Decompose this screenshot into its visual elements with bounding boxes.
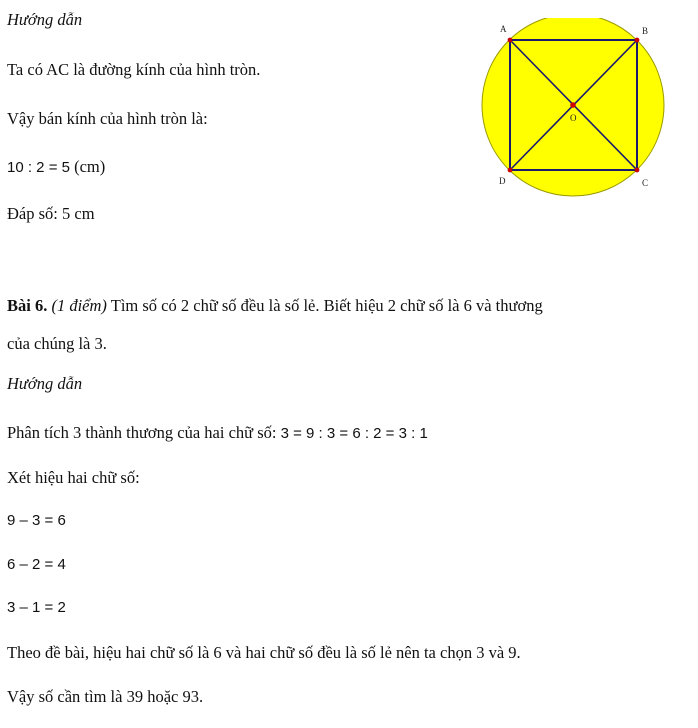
problem-6-line-1 [7, 296, 543, 316]
problem-text-1: Tìm số có 2 chữ số đều là số lẻ. Biết hiệu 2 chữ số là 6 và thương [106, 296, 543, 315]
point-a [508, 38, 513, 43]
point-c [635, 168, 640, 173]
analysis-line [7, 423, 428, 444]
point-d [508, 168, 513, 173]
paragraph-diameter: Ta có AC là đường kính của hình tròn. [7, 60, 261, 79]
radius-calc-unit: (cm) [69, 157, 106, 176]
problem-6-line-2: của chúng là 3. [7, 334, 107, 353]
radius-calculation [7, 157, 105, 178]
answer-value: 5 cm [62, 204, 95, 223]
label-o: O [570, 113, 577, 123]
circle-square-figure [478, 18, 678, 204]
analysis-math: 3 = 9 : 3 = 6 : 2 = 3 : 1 [280, 425, 428, 442]
difference-row: 6 – 2 = 4 [7, 556, 66, 573]
label-c: C [642, 178, 649, 188]
label-d: D [499, 176, 506, 186]
label-a: A [500, 24, 507, 34]
hint-heading-2: Hướng dẫn [7, 374, 83, 393]
point-o [570, 102, 576, 108]
paragraph-radius: Vậy bán kính của hình tròn là: [7, 109, 208, 128]
point-b [635, 38, 640, 43]
conclusion-line-1: Theo đề bài, hiệu hai chữ số là 6 và hai chữ số đều là số lẻ nên ta chọn 3 và 9. [7, 643, 521, 662]
analysis-text: Phân tích 3 thành thương của hai chữ số: [7, 423, 281, 442]
problem-points: (1 điểm) [51, 296, 107, 315]
label-b: B [642, 26, 649, 36]
hint-heading-1: Hướng dẫn [7, 10, 83, 29]
radius-calc-expression: 10 : 2 = 5 [7, 159, 70, 176]
conclusion-line-2: Vậy số cần tìm là 39 hoặc 93. [7, 687, 204, 706]
difference-row: 3 – 1 = 2 [7, 599, 66, 616]
problem-number: Bài 6. [7, 296, 48, 315]
difference-row: 9 – 3 = 6 [7, 512, 66, 529]
difference-intro: Xét hiệu hai chữ số: [7, 468, 140, 487]
answer-line [7, 204, 95, 224]
answer-label: Đáp số: [7, 204, 62, 223]
